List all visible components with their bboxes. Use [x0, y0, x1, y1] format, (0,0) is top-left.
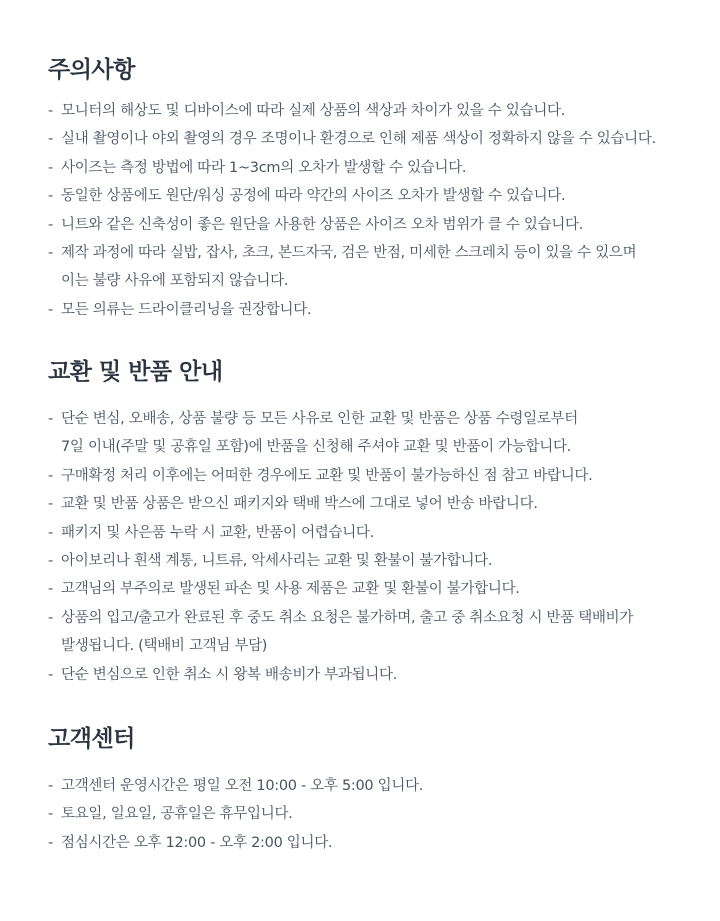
list-item-line: 단순 변심으로 인한 취소 시 왕복 배송비가 부과됩니다. [61, 666, 398, 683]
list-item [48, 405, 700, 462]
list-item-text [61, 405, 578, 462]
list-item-line: 아이보리나 흰색 계통, 니트류, 악세사리는 교환 및 환불이 불가합니다. [61, 553, 493, 570]
list-item-line: 패키지 및 사은품 누락 시 교환, 반품이 어렵습니다. [61, 524, 374, 541]
bullet-dash: - [48, 581, 53, 598]
bullet-dash: - [48, 301, 53, 318]
list-item [48, 772, 700, 800]
list-item-text [61, 604, 633, 661]
bullet-dash: - [48, 245, 53, 262]
list-item-text [61, 462, 592, 490]
bullet-dash: - [48, 524, 53, 541]
list-item-line: 토요일, 일요일, 공휴일은 휴무입니다. [61, 806, 293, 823]
list-item [48, 239, 700, 296]
bullet-dash: - [48, 553, 53, 570]
bullet-dash: - [48, 609, 53, 626]
exchange-return-title: 교환 및 반품 안내 [48, 359, 223, 385]
list-item [48, 211, 700, 239]
exchange-return-section [48, 356, 700, 689]
list-item [48, 462, 700, 490]
list-item-text [61, 661, 397, 689]
customer-center-section [48, 723, 700, 857]
list-item-line: 동일한 상품에도 원단/워싱 공정에 따라 약간의 사이즈 오차가 발생할 수 있습니다. [61, 188, 566, 205]
list-item-line: 고객센터 운영시간은 평일 오전 10:00 - 오후 5:00 입니다. [61, 778, 424, 794]
list-item-line: 단순 변심, 오배송, 상품 불량 등 모든 사유로 인한 교환 및 반품은 상품 수령일로부터 [61, 411, 578, 427]
list-item [48, 547, 700, 575]
list-item-line: 상품의 입고/출고가 완료된 후 중도 취소 요청은 불가하며, 출고 중 취소요청 시 반품 택배비가 [61, 609, 634, 626]
list-item [48, 154, 700, 182]
customer-center-list [48, 772, 700, 857]
list-item [48, 296, 700, 324]
list-item-line: 제작 과정에 따라 실밥, 잡사, 초크, 본드자국, 검은 반점, 미세한 스크레치 등이 있을 수 있으며 [61, 245, 637, 262]
list-item [48, 661, 700, 689]
list-item-text [61, 97, 565, 125]
list-item-text [61, 154, 466, 182]
list-item-line: 사이즈는 측정 방법에 따라 1~3cm의 오차가 발생할 수 있습니다. [61, 159, 467, 176]
list-item-line: 고객님의 부주의로 발생된 파손 및 사용 제품은 교환 및 환불이 불가합니다. [61, 581, 520, 598]
list-item-line: 모니터의 해상도 및 디바이스에 따라 실제 상품의 색상과 차이가 있을 수 있습니다. [61, 103, 566, 119]
list-item [48, 519, 700, 547]
bullet-dash: - [48, 103, 53, 119]
list-item-line: 발생됩니다. (택배비 고객님 부담) [61, 638, 268, 655]
list-item-text [61, 296, 311, 324]
bullet-dash: - [48, 778, 53, 794]
list-item-text [61, 182, 565, 210]
notice-list [48, 97, 700, 324]
bullet-dash: - [48, 666, 53, 683]
notice-section [48, 54, 700, 324]
list-item [48, 125, 700, 153]
customer-center-title: 고객센터 [48, 726, 135, 752]
list-item-text [61, 772, 423, 800]
list-item [48, 97, 700, 125]
bullet-dash: - [48, 216, 53, 233]
list-item-line: 이는 불량 사유에 포함되지 않습니다. [61, 273, 289, 290]
list-item-text [61, 829, 332, 857]
bullet-dash: - [48, 467, 53, 484]
list-item-text [61, 547, 492, 575]
list-item-line: 점심시간은 오후 12:00 - 오후 2:00 입니다. [61, 834, 333, 851]
list-item [48, 182, 700, 210]
list-item-line: 7일 이내(주말 및 공휴일 포함)에 반품을 신청해 주셔야 교환 및 반품이 가능합니다. [61, 439, 571, 456]
list-item-line: 니트와 같은 신축성이 좋은 원단을 사용한 상품은 사이즈 오차 범위가 클 수 있습니다. [61, 216, 584, 233]
bullet-dash: - [48, 834, 53, 851]
bullet-dash: - [48, 806, 53, 823]
bullet-dash: - [48, 411, 53, 427]
exchange-return-list [48, 405, 700, 689]
bullet-dash: - [48, 159, 53, 176]
list-item-line: 실내 촬영이나 야외 촬영의 경우 조명이나 환경으로 인해 제품 색상이 정확하지 않을 수 있습니다. [61, 131, 656, 148]
list-item-text [61, 800, 292, 828]
list-item-line: 모든 의류는 드라이클리닝을 권장합니다. [61, 301, 312, 318]
list-item [48, 604, 700, 661]
list-item-text [61, 211, 583, 239]
list-item [48, 800, 700, 828]
bullet-dash: - [48, 188, 53, 205]
list-item-text [61, 490, 538, 518]
list-item [48, 490, 700, 518]
list-item-line: 구매확정 처리 이후에는 어떠한 경우에도 교환 및 반품이 불가능하신 점 참고 바랍니다. [61, 467, 593, 484]
notice-title: 주의사항 [48, 57, 135, 83]
list-item-text [61, 519, 374, 547]
list-item [48, 829, 700, 857]
bullet-dash: - [48, 496, 53, 513]
list-item-text [61, 239, 636, 296]
bullet-dash: - [48, 131, 53, 148]
list-item-line: 교환 및 반품 상품은 받으신 패키지와 택배 박스에 그대로 넣어 반송 바랍니다. [61, 496, 538, 513]
list-item-text [61, 125, 656, 153]
list-item [48, 575, 700, 603]
list-item-text [61, 575, 520, 603]
